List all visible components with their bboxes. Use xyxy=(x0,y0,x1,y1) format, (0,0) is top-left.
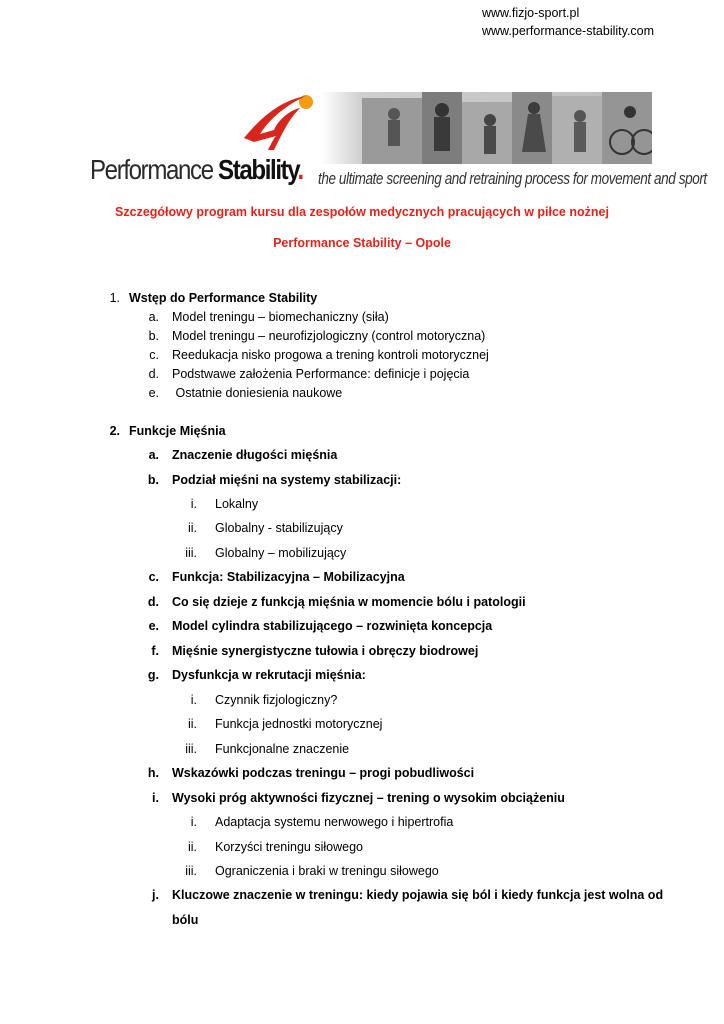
list-subitem: iii. Funkcjonalne znaczenie xyxy=(185,742,350,756)
list-item: c. Reedukacja nisko progowa a trening kontroli motorycznej xyxy=(149,348,489,362)
list-item: i. Wysoki próg aktywności fizycznej – trening o wysokim obciążeniu xyxy=(152,791,565,805)
section-2-heading xyxy=(108,423,226,439)
url-fizjo-sport: www.fizjo-sport.pl xyxy=(482,6,580,20)
list-item: e. Ostatnie doniesienia naukowe xyxy=(148,386,343,400)
document-title: Szczegółowy program kursu dla zespołów medycznych pracujących w piłce nożnej xyxy=(115,205,609,219)
section-number: 1. xyxy=(109,291,120,305)
section-1-heading xyxy=(108,290,317,306)
list-subitem: iii. Globalny – mobilizujący xyxy=(185,546,347,560)
list-item: e. Model cylindra stabilizującego – rozwinięta koncepcja xyxy=(148,619,493,633)
section-title: Funkcje Mięśnia xyxy=(129,424,226,438)
list-item: h. Wskazówki podczas treningu – progi pobudliwości xyxy=(147,766,475,780)
section-number: 2. xyxy=(109,424,120,438)
list-item: c. Funkcja: Stabilizacyjna – Mobilizacyjna xyxy=(148,570,405,584)
list-item: d. Podstwawe założenia Performance: definicje i pojęcia xyxy=(148,367,470,381)
brand-tagline: the ultimate screening and retraining process for movement and sport xyxy=(318,170,707,188)
runner-logo-icon xyxy=(240,90,320,156)
header-urls xyxy=(482,4,654,40)
list-item: a. Model treningu – biomechaniczny (siła) xyxy=(148,310,389,324)
brand-wordmark: Performance Stability. xyxy=(90,154,303,185)
list-subitem: i. Adaptacja systemu nerwowego i hipertrofia xyxy=(190,815,454,829)
list-item-continuation: bólu xyxy=(172,913,199,927)
list-subitem: i. Lokalny xyxy=(190,497,259,511)
list-item: d. Co się dzieje z funkcją mięśnia w momencie bólu i patologii xyxy=(147,595,526,609)
list-subitem: ii. Globalny - stabilizujący xyxy=(187,521,343,535)
list-item: a. Znaczenie długości mięśnia xyxy=(148,448,338,462)
list-subitem: i. Czynnik fizjologiczny? xyxy=(190,693,338,707)
list-subitem: ii. Korzyści treningu siłowego xyxy=(187,840,363,854)
sports-photo-collage xyxy=(322,92,652,164)
performance-stability-banner xyxy=(90,90,707,194)
list-item: f. Mięśnie synergistyczne tułowia i obręczy biodrowej xyxy=(151,644,479,658)
url-performance-stability: www.performance-stability.com xyxy=(482,24,655,38)
section-title: Wstęp do Performance Stability xyxy=(129,291,318,305)
document-subtitle: Performance Stability – Opole xyxy=(273,236,451,250)
list-subitem: iii. Ograniczenia i braki w treningu siłowego xyxy=(185,864,439,878)
list-item: b. Podział mięśni na systemy stabilizacji: xyxy=(147,473,402,487)
list-item: b. Model treningu – neurofizjologiczny (control motoryczna) xyxy=(148,329,486,343)
list-subitem: ii. Funkcja jednostki motorycznej xyxy=(187,717,383,731)
list-item: g. Dysfunkcja w rekrutacji mięśnia: xyxy=(147,668,366,682)
list-item: j. Kluczowe znaczenie w treningu: kiedy pojawia się ból i kiedy funkcja jest wolna od xyxy=(152,888,664,902)
